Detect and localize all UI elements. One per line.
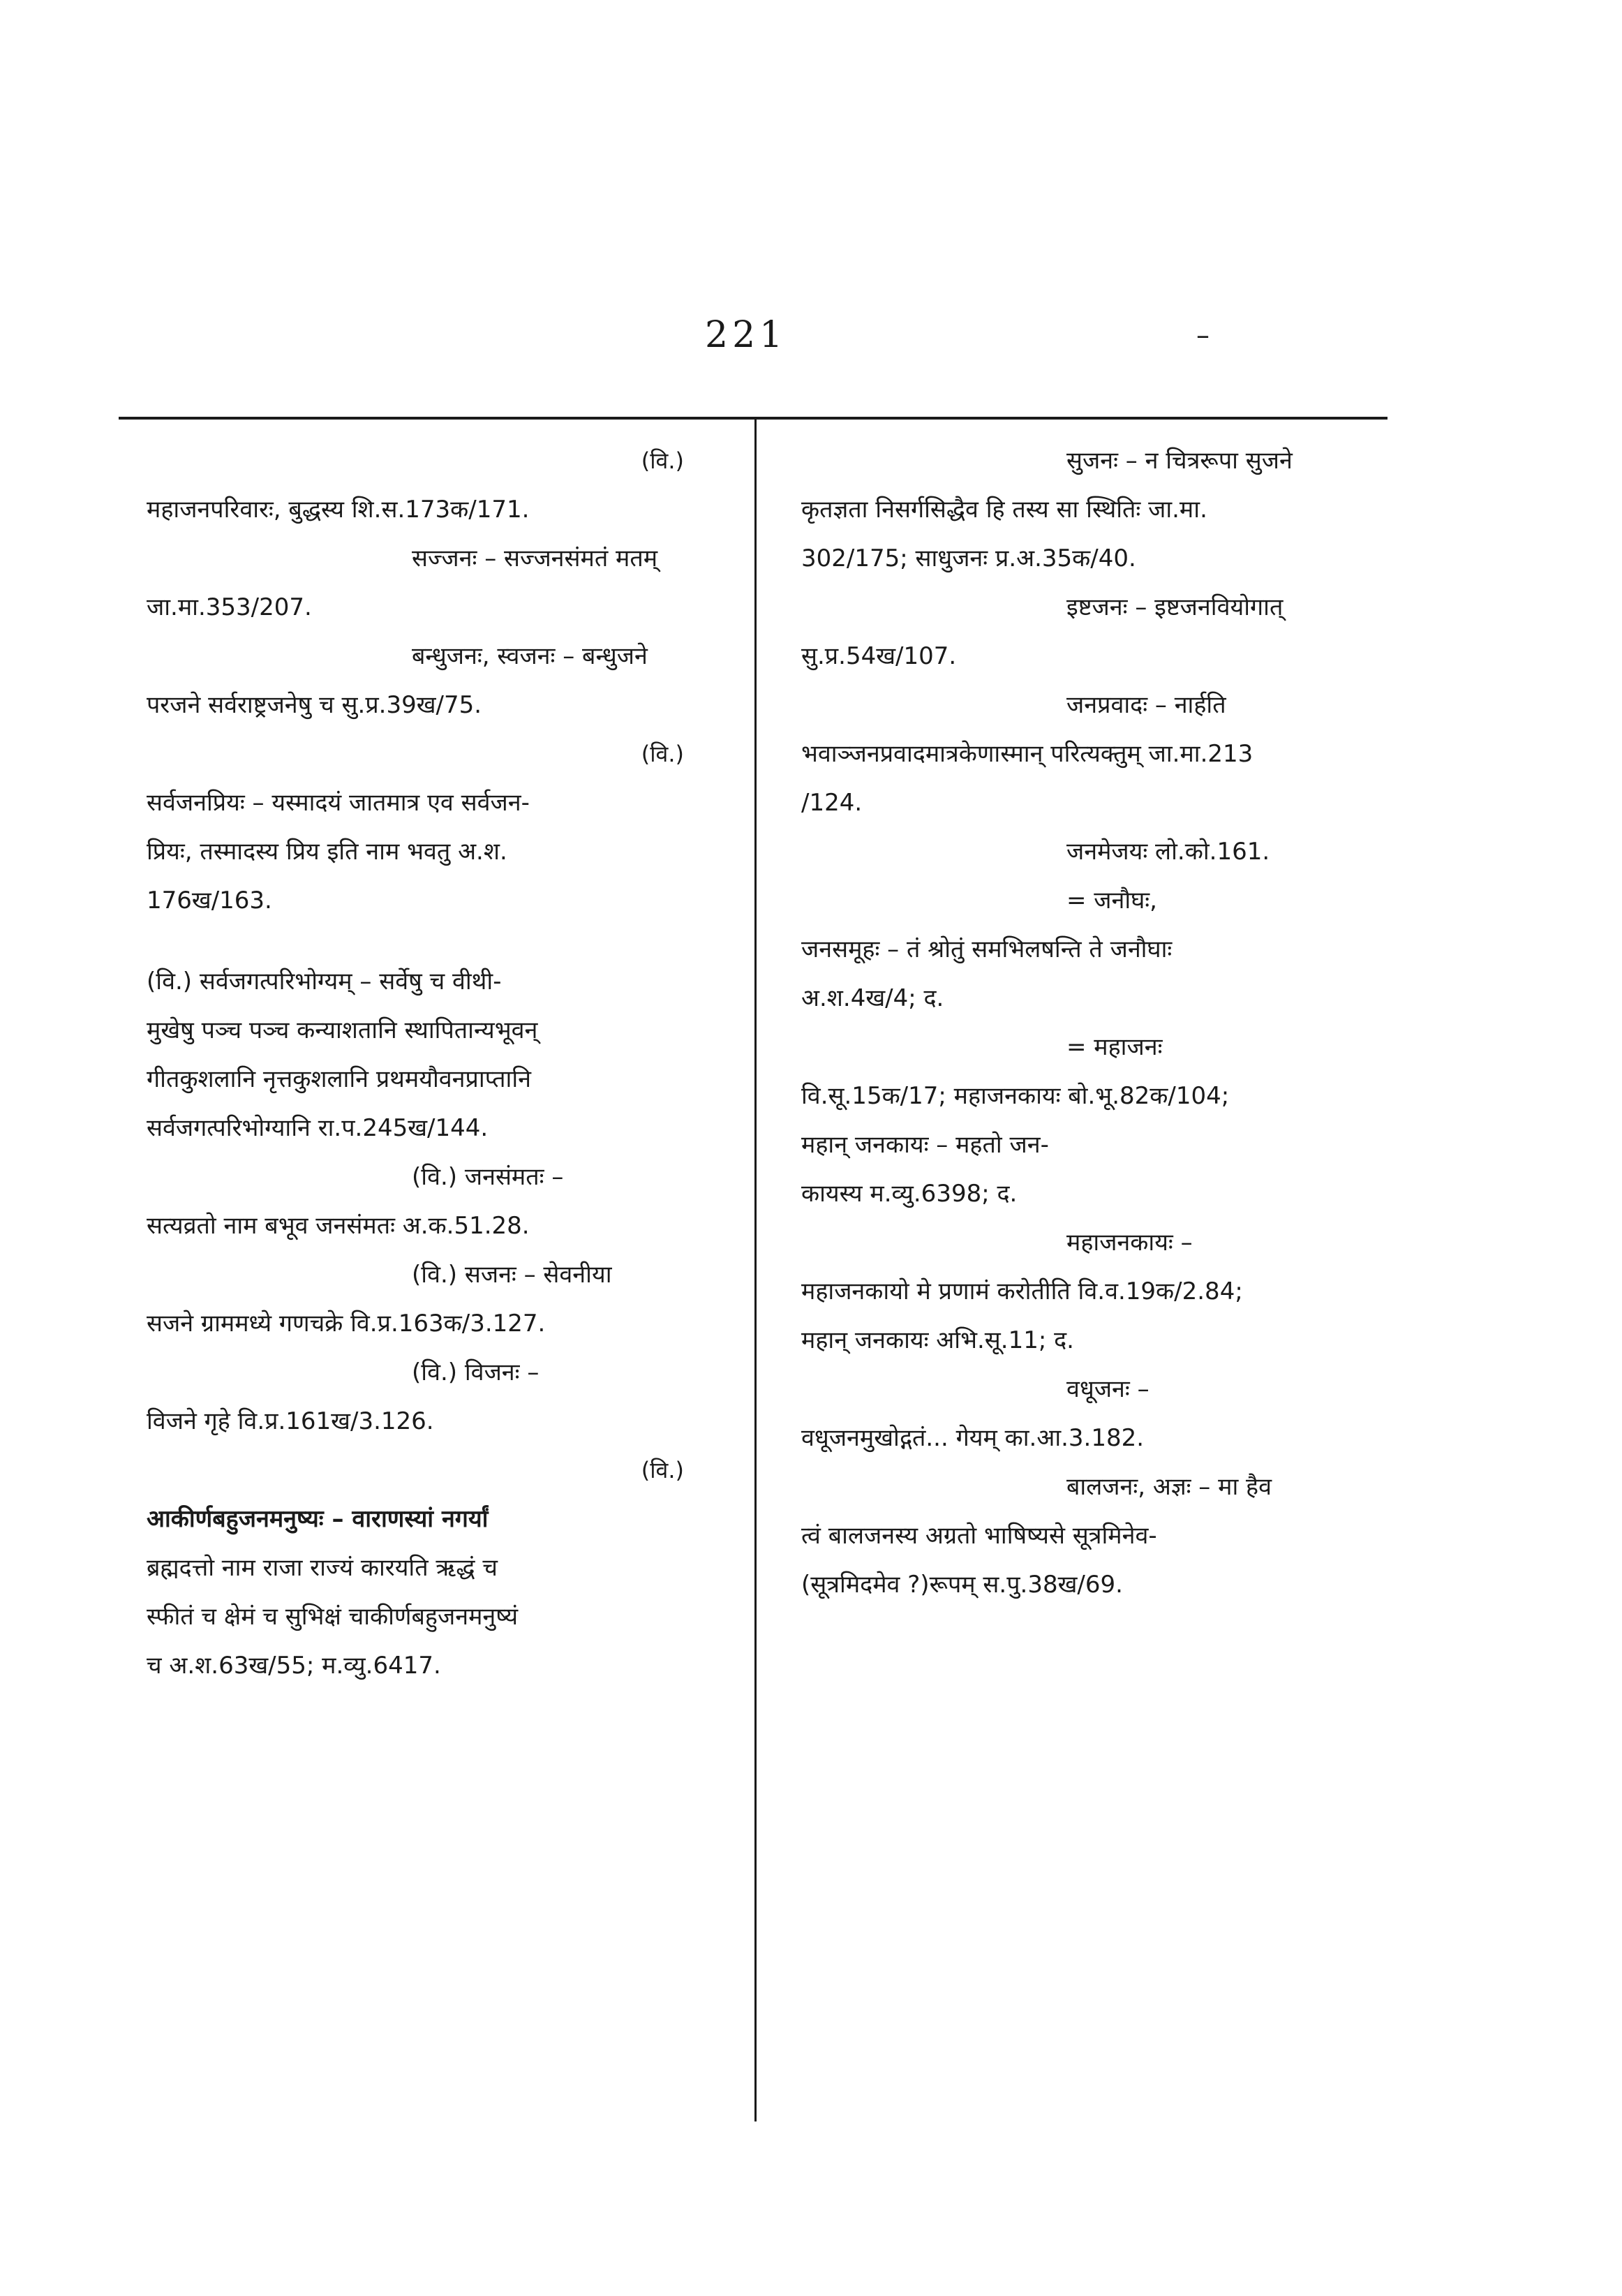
grammar-label: (वि.): [641, 741, 684, 767]
dictionary-entry: [773, 1365, 1384, 1462]
tibetan-headword: [119, 436, 370, 468]
tibetan-headword: [773, 681, 1025, 713]
dictionary-entry: [119, 1446, 712, 1690]
tibetan-headword: [773, 436, 1025, 468]
entry-line: कृतज्ञता निसर्गसिद्धैव हि तस्य सा स्थितिः जा.मा.: [801, 496, 1207, 524]
dictionary-entry: [119, 1250, 712, 1348]
tibetan-headword: [119, 1250, 370, 1282]
right-column: [773, 436, 1384, 1609]
entry-line: महाजनपरिवारः, बुद्धस्य शि.स.173क/171.: [147, 496, 530, 524]
column-divider: [754, 418, 757, 2121]
tibetan-headword: [119, 1348, 370, 1380]
entry-line: (वि.) सर्वजगत्परिभोग्यम् – सर्वेषु च वीथी-: [147, 968, 502, 995]
tibetan-headword: [773, 1365, 1025, 1397]
entry-line: सजने ग्राममध्ये गणचक्रे वि.प्र.163क/3.127.: [147, 1310, 546, 1338]
running-head-start: [817, 320, 1180, 350]
grammar-label: (वि.) सजनः – सेवनीया: [412, 1261, 612, 1289]
tibetan-headword: [119, 632, 370, 664]
sanskrit-gloss: महाजनकायः –: [1066, 1229, 1193, 1257]
running-head-end: [1226, 320, 1436, 350]
entry-line: जा.मा.353/207.: [147, 593, 312, 621]
grammar-label: (वि.): [641, 447, 684, 474]
sanskrit-gloss: इष्टजनः – इष्टजनवियोगात्: [1066, 593, 1284, 621]
entry-line: कायस्य म.व्यु.6398; द.: [801, 1180, 1018, 1208]
entry-line: सर्वजनप्रियः – यस्मादयं जातमात्र एव सर्वजन-: [147, 789, 530, 817]
left-column: [119, 436, 712, 1690]
tibetan-headword: [119, 534, 370, 566]
tibetan-headword: [119, 1446, 370, 1478]
entry-line: स्फीतं च क्षेमं च सुभिक्षं चाकीर्णबहुजनमनुष्यं: [147, 1603, 519, 1631]
sanskrit-gloss: सुजनः – न चित्ररूपा सुजने: [1066, 447, 1293, 475]
entry-line: महान् जनकायः – महतो जन-: [801, 1131, 1049, 1159]
entry-line: आकीर्णबहुजनमनुष्यः – वाराणस्यां नगर्यां: [147, 1505, 489, 1533]
sanskrit-gloss: वधूजनः –: [1066, 1375, 1149, 1403]
tibetan-headword: [773, 1218, 1025, 1250]
entry-line: परजने सर्वराष्ट्रजनेषु च सु.प्र.39ख/75.: [147, 691, 482, 719]
header-rule: [119, 417, 1387, 420]
tibetan-headword: [773, 1023, 1025, 1055]
dictionary-entry: [773, 1023, 1384, 1218]
sanskrit-gloss: बन्धुजनः, स्वजनः – बन्धुजने: [412, 642, 648, 670]
entry-line: महाजनकायो मे प्रणामं करोतीति वि.व.19क/2.84;: [801, 1277, 1243, 1305]
dictionary-entry: [119, 729, 712, 925]
sanskrit-gloss: सज्जनः – सज्जनसंमतं मतम्: [412, 545, 658, 572]
tibetan-headword: [119, 729, 370, 762]
sanskrit-gloss: जनमेजयः लो.को.161.: [1066, 838, 1270, 866]
entry-line: जनसमूहः – तं श्रोतुं समभिलषन्ति ते जनौघाः: [801, 935, 1173, 963]
dictionary-entry: [773, 436, 1384, 583]
entry-line: 176ख/163.: [147, 887, 272, 914]
grammar-label: (वि.) जनसंमतः –: [412, 1163, 564, 1191]
running-head-separator: –: [1196, 320, 1210, 350]
entry-line: प्रियः, तस्मादस्य प्रिय इति नाम भवतु अ.श.: [147, 838, 507, 866]
sanskrit-gloss: = महाजनः: [1066, 1033, 1163, 1061]
entry-line: (सूत्रमिदमेव ?)रूपम् स.पु.38ख/69.: [801, 1571, 1123, 1599]
tibetan-headword: [773, 827, 1025, 859]
entry-line: 302/175; साधुजनः प्र.अ.35क/40.: [801, 545, 1136, 572]
dictionary-entry: [773, 583, 1384, 681]
dictionary-entry: [773, 1462, 1384, 1609]
entry-line: ब्रह्मदत्तो नाम राजा राज्यं कारयति ऋद्धं च: [147, 1554, 498, 1582]
dictionary-entry: [119, 534, 712, 632]
sanskrit-gloss: बालजनः, अज्ञः – मा हैव: [1066, 1473, 1272, 1501]
grammar-label: (वि.) विजनः –: [412, 1358, 540, 1386]
page-header: [705, 314, 1473, 384]
page-number: 221: [705, 314, 787, 356]
tibetan-headword: [119, 1153, 370, 1185]
dictionary-entry: [119, 632, 712, 729]
tibetan-headword: [119, 925, 370, 957]
dictionary-entry: [119, 925, 712, 1153]
entry-line: /124.: [801, 789, 863, 817]
tibetan-headword: [773, 1462, 1025, 1495]
tibetan-headword: [773, 583, 1025, 615]
dictionary-entry: [773, 827, 1384, 876]
entry-line: सु.प्र.54ख/107.: [801, 642, 957, 670]
dictionary-entry: [119, 1348, 712, 1446]
dictionary-entry: [119, 1153, 712, 1250]
entry-line: गीतकुशलानि नृत्तकुशलानि प्रथमयौवनप्राप्तानि: [147, 1065, 532, 1093]
entry-line: भवाञ्जनप्रवादमात्रकेणास्मान् परित्यक्तुम् जा.मा.213: [801, 740, 1253, 768]
tibetan-headword: [773, 876, 1025, 908]
entry-line: वधूजनमुखोद्गतं... गेयम् का.आ.3.182.: [801, 1424, 1145, 1452]
dictionary-entry: [119, 436, 712, 534]
entry-line: अ.श.4ख/4; द.: [801, 984, 944, 1012]
entry-line: मुखेषु पञ्च पञ्च कन्याशतानि स्थापितान्यभूवन्: [147, 1016, 538, 1044]
entry-line: त्वं बालजनस्य अग्रतो भाषिष्यसे सूत्रमिनेव-: [801, 1522, 1157, 1550]
grammar-label: (वि.): [641, 1457, 684, 1483]
entry-line: महान् जनकायः अभि.सू.11; द.: [801, 1326, 1074, 1354]
sanskrit-gloss: = जनौघः,: [1066, 887, 1157, 914]
entry-line: सर्वजगत्परिभोग्यानि रा.प.245ख/144.: [147, 1114, 489, 1142]
dictionary-entry: [773, 681, 1384, 827]
entry-line: विजने गृहे वि.प्र.161ख/3.126.: [147, 1407, 434, 1435]
running-head: [817, 320, 1436, 350]
dictionary-entry: [773, 1218, 1384, 1365]
dictionary-entry: [773, 876, 1384, 1023]
entry-line: वि.सू.15क/17; महाजनकायः बो.भू.82क/104;: [801, 1082, 1230, 1110]
sanskrit-gloss: जनप्रवादः – नार्हति: [1066, 691, 1226, 719]
entry-line: च अ.श.63ख/55; म.व्यु.6417.: [147, 1652, 441, 1680]
entry-line: सत्यव्रतो नाम बभूव जनसंमतः अ.क.51.28.: [147, 1212, 530, 1240]
